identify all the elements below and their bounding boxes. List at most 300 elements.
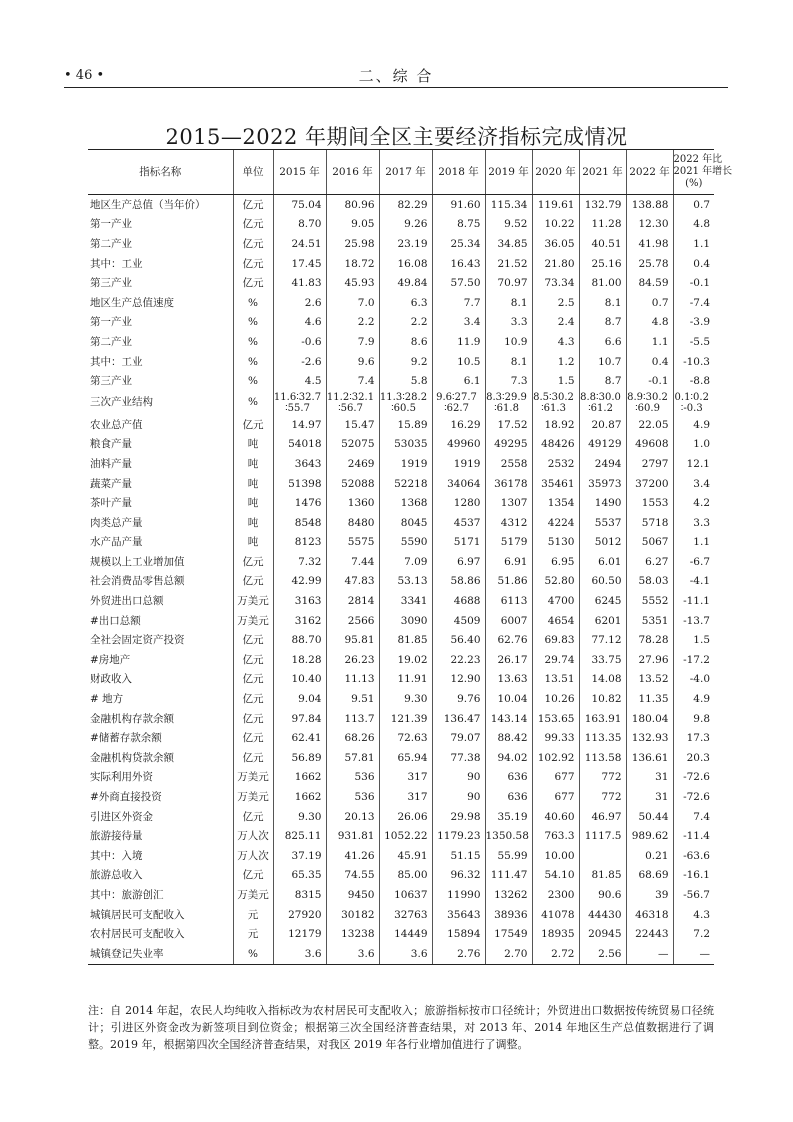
ratio-part: ∶61.8	[494, 402, 519, 414]
year-value: 2566	[326, 611, 379, 631]
indicator-name: 第二产业	[90, 335, 132, 348]
growth-value: 4.8	[673, 215, 714, 235]
year-value: 5552	[626, 591, 673, 611]
growth-value: -0.1	[673, 273, 714, 293]
table-row	[88, 826, 714, 846]
year-value: 53035	[379, 435, 432, 455]
indicator-unit: %	[233, 313, 273, 333]
indicator-name: 蔬菜产量	[90, 477, 132, 490]
indicator-unit: 吨	[233, 435, 273, 455]
year-value: 21.52	[485, 254, 532, 274]
indicator-name: 地区生产总值速度	[90, 296, 174, 309]
indicator-unit: 万美元	[233, 768, 273, 788]
table-row	[88, 905, 714, 925]
ratio-part: 8.5∶30.2	[533, 391, 574, 403]
year-value: 4537	[432, 513, 485, 533]
indicator-unit: 亿元	[233, 552, 273, 572]
year-value: 1368	[379, 493, 432, 513]
growth-value: -13.7	[673, 611, 714, 631]
year-value: 13.51	[532, 670, 579, 690]
table-row	[88, 391, 714, 415]
indicator-name: 社会消费品零售总额	[90, 575, 185, 588]
growth-value: -72.6	[673, 787, 714, 807]
year-value: 3643	[273, 454, 326, 474]
year-value: 10.82	[579, 689, 626, 709]
year-value: 47.83	[326, 572, 379, 592]
year-value: 22.23	[432, 650, 485, 670]
indicator-name: 粮食产量	[90, 438, 132, 451]
growth-value: —	[673, 944, 714, 964]
year-value: 16.43	[432, 254, 485, 274]
year-value: 6245	[579, 591, 626, 611]
growth-value: 7.2	[673, 924, 714, 944]
year-value: 6007	[485, 611, 532, 631]
growth-value: -4.1	[673, 572, 714, 592]
year-value: 81.85	[579, 866, 626, 886]
year-value: 6.27	[626, 552, 673, 572]
table-row	[88, 630, 714, 650]
year-value: 7.44	[326, 552, 379, 572]
growth-value: -10.3	[673, 352, 714, 372]
year-value: 42.99	[273, 572, 326, 592]
growth-value: 4.9	[673, 689, 714, 709]
year-value: 53.13	[379, 572, 432, 592]
table-row	[88, 454, 714, 474]
year-value: 4.3	[532, 332, 579, 352]
year-value: 6.6	[579, 332, 626, 352]
header-growth	[673, 150, 733, 195]
table-row	[88, 474, 714, 494]
table-row	[88, 650, 714, 670]
header-year: 2020 年	[532, 150, 579, 195]
year-value: 2814	[326, 591, 379, 611]
year-value: 46318	[626, 905, 673, 925]
year-value: 11990	[432, 885, 485, 905]
year-value: 31	[626, 787, 673, 807]
year-value: 4312	[485, 513, 532, 533]
year-value: -0.1	[626, 371, 673, 391]
year-value	[432, 391, 485, 415]
year-value: 9.51	[326, 689, 379, 709]
year-value: 17549	[485, 924, 532, 944]
year-value: 91.60	[432, 195, 485, 215]
year-value: 17.52	[485, 415, 532, 435]
year-value: 8.7	[579, 371, 626, 391]
year-value: 989.62	[626, 826, 673, 846]
year-value: 51398	[273, 474, 326, 494]
indicator-unit: %	[233, 371, 273, 391]
year-value: 44430	[579, 905, 626, 925]
indicator-unit: 吨	[233, 533, 273, 553]
year-value: 931.81	[326, 826, 379, 846]
year-value: 18.92	[532, 415, 579, 435]
year-value: 5130	[532, 533, 579, 553]
year-value: 18.28	[273, 650, 326, 670]
year-value: 5.8	[379, 371, 432, 391]
indicator-name: 三次产业结构	[90, 396, 153, 409]
footnote: 注：自 2014 年起，农民人均纯收入指标改为农村居民可支配收入；旅游指标按市口径统计；外贸进出口数据按传统贸易口径统计；引进区外资金改为新签项目到位资金；根据第三次全国经济普查结果，对 2013 年、2014 年地区生产总值数据进行了调整。2019 年，根据第四次全国经济普查结果，对我区 2019 年各行业增加值进行了调整。	[88, 1004, 714, 1051]
year-value: 14.08	[579, 670, 626, 690]
indicator-name: 其中：工业	[90, 355, 143, 368]
header-year: 2022 年	[626, 150, 673, 195]
year-value: 40.51	[579, 234, 626, 254]
year-value: 10.04	[485, 689, 532, 709]
year-value: 26.17	[485, 650, 532, 670]
year-value: 772	[579, 768, 626, 788]
year-value: 99.33	[532, 728, 579, 748]
year-value: 72.63	[379, 728, 432, 748]
year-value: 9.2	[379, 352, 432, 372]
indicator-unit: 亿元	[233, 748, 273, 768]
growth-value: 9.8	[673, 709, 714, 729]
year-value: 9.76	[432, 689, 485, 709]
indicator-name: 第一产业	[90, 218, 132, 231]
year-value: 36178	[485, 474, 532, 494]
year-value: 132.79	[579, 195, 626, 215]
year-value: 31	[626, 768, 673, 788]
year-value: 180.04	[626, 709, 673, 729]
header-rule	[64, 87, 728, 88]
year-value: 8123	[273, 533, 326, 553]
year-value: 2558	[485, 454, 532, 474]
ratio-part: ∶62.7	[444, 402, 469, 414]
indicator-name: 其中：入境	[90, 849, 143, 862]
year-value: 3162	[273, 611, 326, 631]
year-value: 8045	[379, 513, 432, 533]
year-value: 51.86	[485, 572, 532, 592]
year-value: 5537	[579, 513, 626, 533]
indicator-unit: 亿元	[233, 215, 273, 235]
year-value: 12.90	[432, 670, 485, 690]
table-row	[88, 944, 714, 964]
year-value: 6.91	[485, 552, 532, 572]
year-value: 81.00	[579, 273, 626, 293]
table-row	[88, 552, 714, 572]
year-value: 1350.58	[485, 826, 532, 846]
table-row	[88, 513, 714, 533]
year-value: 25.16	[579, 254, 626, 274]
year-value: 143.14	[485, 709, 532, 729]
year-value: 5171	[432, 533, 485, 553]
indicator-name: 引进区外资金	[90, 810, 153, 823]
year-value: 56.89	[273, 748, 326, 768]
indicator-unit: 亿元	[233, 709, 273, 729]
growth-value: 1.1	[673, 533, 714, 553]
year-value: 25.78	[626, 254, 673, 274]
table-row	[88, 273, 714, 293]
indicator-name: 城镇登记失业率	[88, 944, 233, 964]
indicator-unit: %	[233, 391, 273, 415]
year-value: 6.95	[532, 552, 579, 572]
page-title: 2015—2022 年期间全区主要经济指标完成情况	[165, 125, 628, 149]
header-growth-line: 2021 年增长	[673, 166, 733, 177]
indicator-unit: 吨	[233, 513, 273, 533]
indicator-unit: 万美元	[233, 885, 273, 905]
indicator-unit: 万人次	[233, 846, 273, 866]
table-row	[88, 846, 714, 866]
ratio-part: ∶61.2	[588, 402, 613, 414]
year-value: 4654	[532, 611, 579, 631]
growth-value: -56.7	[673, 885, 714, 905]
year-value: 136.61	[626, 748, 673, 768]
year-value: 51.15	[432, 846, 485, 866]
year-value: 13262	[485, 885, 532, 905]
year-value: 10.00	[532, 846, 579, 866]
indicator-unit: 亿元	[233, 866, 273, 886]
year-value: 1490	[579, 493, 626, 513]
year-value: 10.7	[579, 352, 626, 372]
year-value: 4.5	[273, 371, 326, 391]
year-value: 10.26	[532, 689, 579, 709]
year-value: 94.02	[485, 748, 532, 768]
year-value: 9.30	[273, 807, 326, 827]
year-value: 80.96	[326, 195, 379, 215]
indicator-name: 旅游总收入	[90, 869, 143, 882]
ratio-part: 9.6∶27.7	[436, 391, 477, 403]
year-value: 0.21	[626, 846, 673, 866]
year-value: 9.04	[273, 689, 326, 709]
year-value: 52.80	[532, 572, 579, 592]
year-value: 3163	[273, 591, 326, 611]
year-value: 16.29	[432, 415, 485, 435]
year-value: 119.61	[532, 195, 579, 215]
year-value: 3090	[379, 611, 432, 631]
year-value: 49129	[579, 435, 626, 455]
year-value: 121.39	[379, 709, 432, 729]
year-value: 81.85	[379, 630, 432, 650]
year-value: 8.6	[379, 332, 432, 352]
year-value: 10.9	[485, 332, 532, 352]
year-value: 15.47	[326, 415, 379, 435]
year-value: 45.93	[326, 273, 379, 293]
year-value	[532, 391, 579, 415]
indicator-unit: %	[233, 352, 273, 372]
indicator-name: # 地方	[90, 693, 124, 706]
year-value: 1117.5	[579, 826, 626, 846]
indicator-unit: 亿元	[233, 273, 273, 293]
table-row	[88, 670, 714, 690]
table-row	[88, 866, 714, 886]
year-value: 65.94	[379, 748, 432, 768]
year-value: 1919	[432, 454, 485, 474]
year-value: 1280	[432, 493, 485, 513]
year-value: 34.85	[485, 234, 532, 254]
year-value: 3.6	[273, 944, 326, 964]
growth-value: 4.3	[673, 905, 714, 925]
year-value: 37200	[626, 474, 673, 494]
year-value: 77.38	[432, 748, 485, 768]
indicator-name: 金融机构贷款余额	[90, 751, 174, 764]
year-value: 8315	[273, 885, 326, 905]
growth-value: -11.1	[673, 591, 714, 611]
year-value: 10.40	[273, 670, 326, 690]
table-row	[88, 768, 714, 788]
growth-value: -17.2	[673, 650, 714, 670]
table-row	[88, 924, 714, 944]
growth-value: -5.5	[673, 332, 714, 352]
year-value: 26.06	[379, 807, 432, 827]
header-year: 2021 年	[579, 150, 626, 195]
year-value: 25.98	[326, 234, 379, 254]
indicator-name: 第三产业	[90, 375, 132, 388]
indicator-unit: 吨	[233, 474, 273, 494]
year-value: 25.34	[432, 234, 485, 254]
year-value: 2.2	[379, 313, 432, 333]
year-value: 73.34	[532, 273, 579, 293]
year-value: 69.83	[532, 630, 579, 650]
year-value: 35.19	[485, 807, 532, 827]
year-value: 27920	[273, 905, 326, 925]
year-value: 2494	[579, 454, 626, 474]
year-value: 102.92	[532, 748, 579, 768]
year-value: 2.72	[532, 944, 579, 964]
indicator-unit: 吨	[233, 454, 273, 474]
year-value: —	[626, 944, 673, 964]
year-value: 9.30	[379, 689, 432, 709]
year-value: 1553	[626, 493, 673, 513]
year-value: 41.98	[626, 234, 673, 254]
year-value: 3.6	[379, 944, 432, 964]
year-value: 4.8	[626, 313, 673, 333]
indicator-name: 其中：旅游创汇	[90, 888, 164, 901]
year-value: 6.01	[579, 552, 626, 572]
year-value: 7.7	[432, 293, 485, 313]
year-value: 49295	[485, 435, 532, 455]
ratio-part: 11.6∶32.7	[273, 391, 322, 403]
ratio-part: ∶60.9	[635, 402, 660, 414]
header-year: 2019 年	[485, 150, 532, 195]
table-row	[88, 807, 714, 827]
year-value: 7.09	[379, 552, 432, 572]
year-value: 2.70	[485, 944, 532, 964]
year-value: 1662	[273, 768, 326, 788]
indicator-name: 第三产业	[90, 277, 132, 290]
year-value: 772	[579, 787, 626, 807]
year-value: 317	[379, 787, 432, 807]
year-value: 13.52	[626, 670, 673, 690]
year-value: 70.97	[485, 273, 532, 293]
year-value: 2.5	[532, 293, 579, 313]
year-value: 49960	[432, 435, 485, 455]
growth-value: 0.4	[673, 254, 714, 274]
table-row	[88, 293, 714, 313]
ratio-part: 0.1∶0.2	[674, 391, 709, 403]
year-value: 88.70	[273, 630, 326, 650]
year-value: 10637	[379, 885, 432, 905]
indicator-name: 金融机构存款余额	[90, 712, 174, 725]
year-value: -0.6	[273, 332, 326, 352]
year-value: 8.75	[432, 215, 485, 235]
growth-value: -11.4	[673, 826, 714, 846]
ratio-part: ∶55.7	[285, 402, 310, 414]
indicator-unit: 亿元	[233, 650, 273, 670]
year-value: 113.7	[326, 709, 379, 729]
year-value: 14449	[379, 924, 432, 944]
table-row	[88, 234, 714, 254]
year-value: 1.5	[532, 371, 579, 391]
year-value: 96.32	[432, 866, 485, 886]
year-value: 32763	[379, 905, 432, 925]
year-value: 14.97	[273, 415, 326, 435]
year-value: 2300	[532, 885, 579, 905]
table-row	[88, 435, 714, 455]
year-value: 7.3	[485, 371, 532, 391]
table-row	[88, 352, 714, 372]
table-row	[88, 748, 714, 768]
indicator-unit: %	[233, 944, 273, 964]
year-value: 763.3	[532, 826, 579, 846]
year-value: 8548	[273, 513, 326, 533]
year-value: 74.55	[326, 866, 379, 886]
year-value: 536	[326, 787, 379, 807]
year-value: 62.76	[485, 630, 532, 650]
indicator-name: 水产品产量	[90, 536, 143, 549]
indicator-name: 财政收入	[90, 673, 132, 686]
table-body	[88, 195, 714, 965]
header-unit: 单位	[233, 150, 273, 195]
year-value: 41.26	[326, 846, 379, 866]
ratio-part: ∶-0.3	[680, 402, 703, 414]
indicator-name: 农村居民可支配收入	[90, 928, 185, 941]
year-value: 12179	[273, 924, 326, 944]
growth-value	[673, 391, 714, 415]
year-value: 1.1	[626, 332, 673, 352]
year-value: 163.91	[579, 709, 626, 729]
table-row	[88, 885, 714, 905]
year-value: 77.12	[579, 630, 626, 650]
year-value: 2.56	[579, 944, 626, 964]
year-value	[485, 391, 532, 415]
indicator-unit: 万美元	[233, 787, 273, 807]
year-value: 8.7	[579, 313, 626, 333]
ratio-part: ∶61.3	[541, 402, 566, 414]
year-value: 41078	[532, 905, 579, 925]
year-value: 2469	[326, 454, 379, 474]
indicator-unit: 万人次	[233, 826, 273, 846]
year-value: 52218	[379, 474, 432, 494]
year-value: 50.44	[626, 807, 673, 827]
indicator-unit: 亿元	[233, 234, 273, 254]
table-row	[88, 415, 714, 435]
year-value: 29.98	[432, 807, 485, 827]
year-value: 68.26	[326, 728, 379, 748]
table-row	[88, 313, 714, 333]
year-value: 3.3	[485, 313, 532, 333]
year-value: 113.35	[579, 728, 626, 748]
table-row	[88, 332, 714, 352]
indicator-unit: 亿元	[233, 728, 273, 748]
header-year: 2016 年	[326, 150, 379, 195]
table-row	[88, 709, 714, 729]
year-value: 7.0	[326, 293, 379, 313]
year-value: 62.41	[273, 728, 326, 748]
year-value: 5067	[626, 533, 673, 553]
header-year: 2018 年	[432, 150, 485, 195]
year-value: 5351	[626, 611, 673, 631]
growth-value: 1.1	[673, 234, 714, 254]
year-value: 20.87	[579, 415, 626, 435]
year-value: 35461	[532, 474, 579, 494]
year-value: 677	[532, 787, 579, 807]
year-value: 11.28	[579, 215, 626, 235]
indicator-unit: %	[233, 293, 273, 313]
growth-value: 17.3	[673, 728, 714, 748]
year-value: 68.69	[626, 866, 673, 886]
indicator-unit: 万美元	[233, 591, 273, 611]
table-row	[88, 591, 714, 611]
year-value: 2.2	[326, 313, 379, 333]
indicator-unit: 亿元	[233, 415, 273, 435]
